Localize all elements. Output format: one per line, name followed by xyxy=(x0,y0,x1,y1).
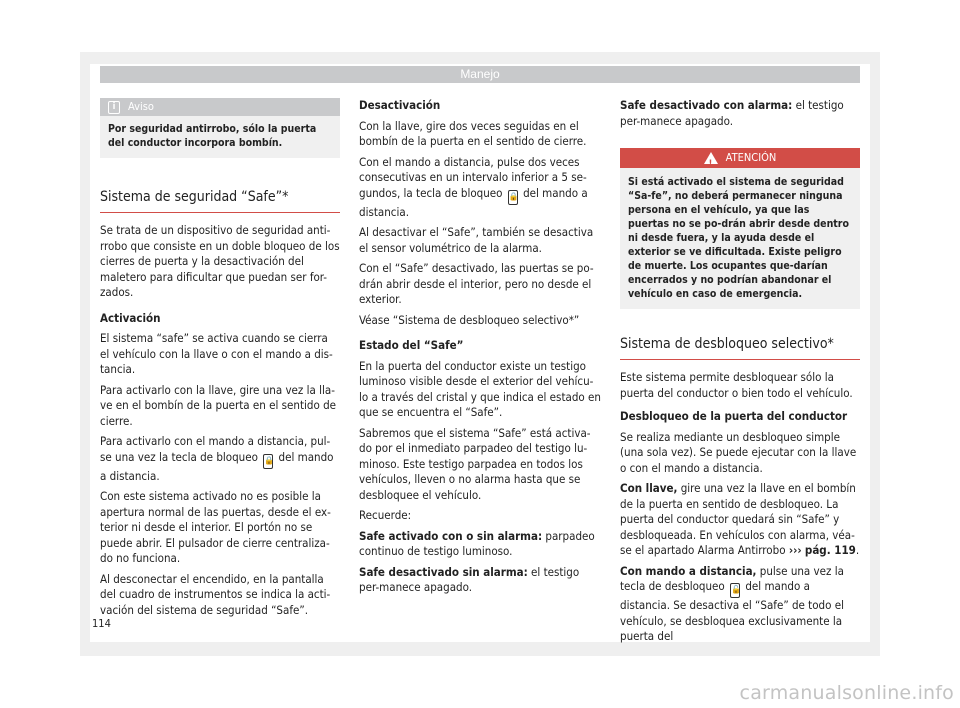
paragraph: Este sistema permite desbloquear sólo la puerta del conductor o bien todo el vehículo. xyxy=(620,370,853,400)
text: gire una vez la llave en el bombín de la puerta en sentido de desbloqueo. La puerta del conductor quedará sin “Safe” y desbloqueada. En vehículos con alarma, véa-se el apartado Alarma Antirrobo xyxy=(620,481,856,557)
text: del mando a distancia. Se desactiva el “Safe” de todo el vehículo, se desbloquea exclusivamente la puerta del xyxy=(620,579,844,643)
cross-reference-arrow-icon: ››› xyxy=(788,543,802,557)
lock-key-icon: 🔒 xyxy=(508,190,518,205)
label: Safe activado con o sin alarma: xyxy=(359,528,543,543)
warning-box xyxy=(620,148,860,309)
label: Safe desactivado con alarma: xyxy=(620,98,793,112)
header-bar xyxy=(100,66,860,83)
warning-title: ATENCIÓN xyxy=(725,151,777,164)
paragraph xyxy=(359,565,602,596)
text: Para activarlo con el mando a distancia, pul-se una vez la tecla de bloqueo xyxy=(100,434,331,464)
subheading-estado: Estado del “Safe” xyxy=(359,338,464,352)
text: parpadeo continuo de testigo luminoso. xyxy=(359,528,595,558)
paragraph: Con el “Safe” desactivado, las puertas se po-drán abrir desde el interior, pero no desde el exterior. xyxy=(359,261,594,306)
label: Safe desactivado sin alarma: xyxy=(359,564,528,579)
paragraph: Para activarlo con la llave, gire una vez la lla-ve en el bombín de la puerta en el sentido de cierre. xyxy=(100,382,337,428)
paragraph: En la puerta del conductor existe un testigo luminoso visible desde el exterior del vehícu-lo a través del cristal y que indica el estado en que se encuentra el “Safe”. xyxy=(359,358,601,419)
paragraph: Se realiza mediante un desbloqueo simple (una sola vez). Se puede ejecutar con la llave o con el mando a distancia. xyxy=(620,429,857,475)
paragraph: Con la llave, gire dos veces seguidas en el bombín de la puerta en el sentido de cierre. xyxy=(359,118,587,148)
page-reference-link[interactable]: pág. 119 xyxy=(804,543,856,557)
column-1 xyxy=(100,98,340,623)
paragraph xyxy=(620,98,860,129)
watermark: carmanualsonline.info xyxy=(739,682,954,704)
paragraph: Sabremos que el sistema “Safe” está activa-do por el inmediato parpadeo del testigo lu-minoso. Este testigo parpadea en todos los vehículos, lleven o no alarma hasta que se desbloquee el vehículo. xyxy=(359,425,591,502)
paragraph xyxy=(359,529,602,560)
aviso-title: Aviso xyxy=(128,100,154,113)
paragraph: Al desconectar el encendido, en la pantalla del cuadro de instrumentos se indica la acti-vación del sistema de seguridad “Safe”. xyxy=(100,571,331,617)
subheading-desactivacion: Desactivación xyxy=(359,98,441,112)
text: del mando a distancia. xyxy=(100,449,334,483)
paragraph: Con este sistema activado no es posible la apertura normal de las puertas, desde el ex-terior ni desde el interior. El portón no se puede abrir. El pulsador de cierre centraliza-do no funciona. xyxy=(100,489,331,565)
section-title-safe: Sistema de seguridad “Safe”* xyxy=(100,188,340,213)
text: Con el mando a distancia, pulse dos veces consecutivas en un intervalo inferior a 5 se-gundos, la tecla de bloqueo xyxy=(359,154,587,200)
subheading-desbloqueo-puerta: Desbloqueo de la puerta del conductor xyxy=(620,409,848,423)
text: el testigo per-manece apagado. xyxy=(359,564,580,594)
label: Con mando a distancia, xyxy=(620,563,757,578)
paragraph: Véase “Sistema de desbloqueo selectivo*” xyxy=(359,312,580,327)
paragraph xyxy=(359,155,602,221)
warning-header xyxy=(620,148,860,168)
paragraph: Recuerde: xyxy=(359,508,412,522)
aviso-box xyxy=(100,98,340,158)
label: Con llave, xyxy=(620,481,678,495)
text: el testigo per-manece apagado. xyxy=(620,98,844,128)
paragraph: Al desactivar el “Safe”, también se desactiva el sensor volumétrico de la alarma. xyxy=(359,225,594,255)
text: pulse una vez la tecla de desbloqueo xyxy=(620,563,844,593)
header-title: Manejo xyxy=(460,67,500,81)
aviso-body: Por seguridad antirrobo, sólo la puerta del conductor incorpora bombín. xyxy=(108,123,317,149)
paragraph xyxy=(620,564,860,645)
text: del mando a distancia. xyxy=(359,185,588,219)
column-2 xyxy=(359,98,602,601)
lock-key-icon: 🔒 xyxy=(263,454,273,469)
subheading-activacion: Activación xyxy=(100,310,161,325)
section-title-desbloqueo: Sistema de desbloqueo selectivo* xyxy=(620,335,860,360)
warning-triangle-icon: ! xyxy=(704,152,718,164)
page-number: 114 xyxy=(92,617,111,630)
info-icon: i xyxy=(108,101,120,114)
column-3 xyxy=(620,98,860,650)
unlock-key-icon: 🔓 xyxy=(730,583,740,598)
warning-body: Si está activado el sistema de seguridad “Sa-fe”, no deberá permanecer ninguna persona en el vehículo, ya que las puertas no se po-drán abrir desde dentro ni desde fuera, y la ayuda desde el exterior se ve dificultada. Existe peligro de muerte. Los ocupantes que-darían encerrados y no podrían abandonar el vehículo en caso de emergencia. xyxy=(628,176,849,300)
paragraph: Con llave, gire una vez la llave en el bombín de la puerta en sentido de desbloqueo. La puerta del conductor quedará sin “Safe” y desbloqueada. En vehículos con alarma, véa-se el apartado Alarma Antirrobo ››› pág. 119. xyxy=(620,481,860,557)
paragraph: Se trata de un dispositivo de seguridad anti-rrobo que consiste en un doble bloqueo de los cierres de puerta y la desactivación del maletero para dificultar que puedan ser for-zados. xyxy=(100,223,340,299)
aviso-header xyxy=(100,98,340,116)
paragraph xyxy=(100,434,340,484)
paragraph: El sistema “safe” se activa cuando se cierra el vehículo con la llave o con el mando a dis-tancia. xyxy=(100,331,333,376)
